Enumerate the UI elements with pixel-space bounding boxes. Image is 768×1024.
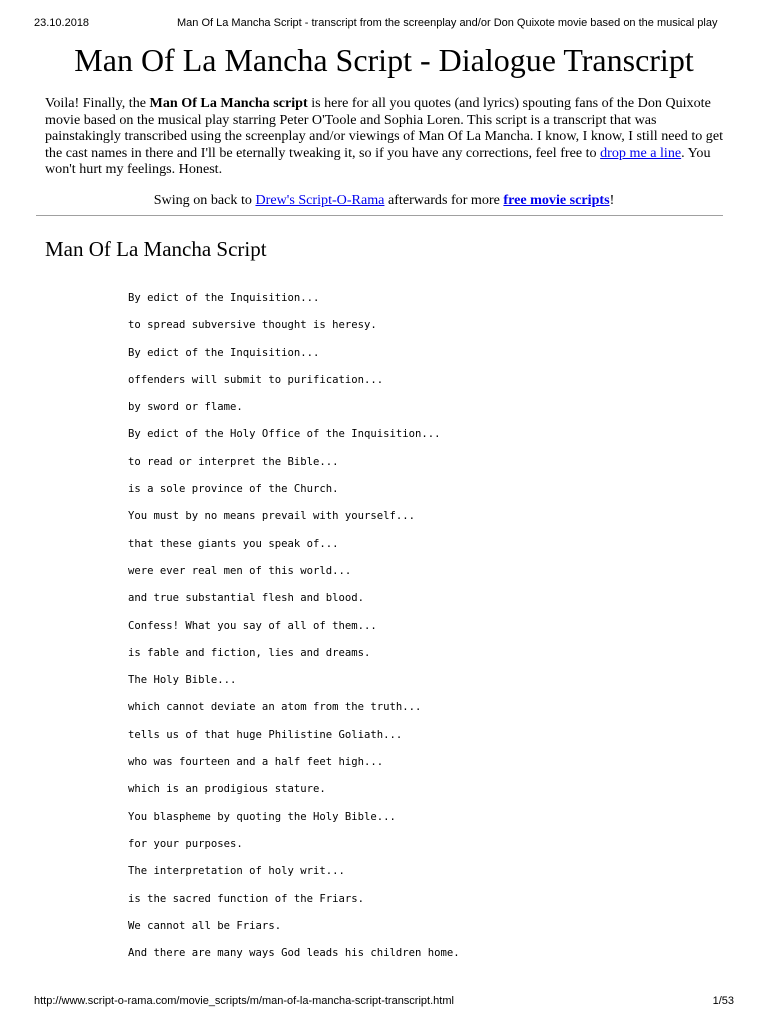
horizontal-rule bbox=[36, 215, 723, 216]
print-url: http://www.script-o-rama.com/movie_scripts/m/man-of-la-mancha-script-transcript.html bbox=[34, 995, 454, 1007]
script-line: is the sacred function of the Friars. bbox=[128, 892, 364, 905]
swing-text-3: ! bbox=[609, 192, 615, 208]
script-line: is fable and fiction, lies and dreams. bbox=[128, 646, 371, 659]
swing-back-line bbox=[0, 191, 768, 209]
script-line: by sword or flame. bbox=[128, 401, 243, 414]
intro-text-1: Voila! Finally, the bbox=[45, 95, 150, 111]
intro-paragraph bbox=[45, 95, 729, 178]
script-line: that these giants you speak of... bbox=[128, 537, 339, 550]
script-line: tells us of that huge Philistine Goliath... bbox=[128, 728, 403, 741]
script-line: is a sole province of the Church. bbox=[128, 483, 339, 496]
script-line: The Holy Bible... bbox=[128, 674, 237, 687]
script-line: to spread subversive thought is heresy. bbox=[128, 319, 377, 332]
intro-text-3: . You won't hurt my feelings. Honest. bbox=[45, 144, 711, 178]
script-lines bbox=[128, 291, 460, 973]
script-line: which is an prodigious stature. bbox=[128, 783, 326, 796]
section-title: Man Of La Mancha Script bbox=[45, 237, 267, 261]
script-line: By edict of the Holy Office of the Inquisition... bbox=[128, 428, 441, 441]
script-line: The interpretation of holy writ... bbox=[128, 865, 345, 878]
script-line: You blaspheme by quoting the Holy Bible... bbox=[128, 810, 396, 823]
script-line: By edict of the Inquisition... bbox=[128, 292, 320, 304]
print-date: 23.10.2018 bbox=[34, 17, 90, 29]
swing-text-1: Swing on back to bbox=[153, 192, 256, 208]
script-line: were ever real men of this world... bbox=[128, 564, 352, 577]
print-doc-title: Man Of La Mancha Script - transcript from the screenplay and/or Don Quixote movie based on the musical play bbox=[177, 17, 718, 29]
script-line: who was fourteen and a half feet high... bbox=[128, 756, 384, 769]
page-title: Man Of La Mancha Script - Dialogue Transcript bbox=[74, 42, 694, 78]
script-line: offenders will submit to purification... bbox=[128, 373, 384, 386]
drop-me-a-line-link[interactable]: drop me a line bbox=[600, 144, 682, 161]
swing-text-2: afterwards for more bbox=[384, 192, 504, 208]
intro-bold-title: Man Of La Mancha script bbox=[149, 95, 308, 111]
print-footer bbox=[0, 994, 768, 1008]
script-line: to read or interpret the Bible... bbox=[128, 455, 339, 468]
script-line: and true substantial flesh and blood. bbox=[128, 592, 364, 605]
script-line: Confess! What you say of all of them... bbox=[128, 619, 377, 632]
script-line: which cannot deviate an atom from the truth... bbox=[128, 701, 422, 714]
print-header bbox=[0, 16, 768, 30]
script-line: for your purposes. bbox=[128, 837, 243, 850]
script-line: And there are many ways God leads his children home. bbox=[128, 947, 460, 960]
script-line: By edict of the Inquisition... bbox=[128, 346, 320, 359]
script-o-rama-link[interactable]: Drew's Script-O-Rama bbox=[255, 192, 385, 208]
page-number: 1/53 bbox=[712, 995, 734, 1007]
script-line: We cannot all be Friars. bbox=[128, 919, 282, 932]
free-movie-scripts-link[interactable]: free movie scripts bbox=[503, 192, 610, 208]
intro-text-2: is here for all you quotes (and lyrics) spouting fans of the Don Quixote movie based on the musical play starring Peter O'Toole and Sophia Loren. This script is a transcript that was painstakingly transcribed using the screenplay and/or viewings of Man Of La Mancha. I know, I know, I still need to get the cast names in there and I'll be eternally tweaking it, so if you have any corrections, feel free to bbox=[45, 95, 724, 161]
script-line: You must by no means prevail with yourself... bbox=[128, 510, 416, 523]
